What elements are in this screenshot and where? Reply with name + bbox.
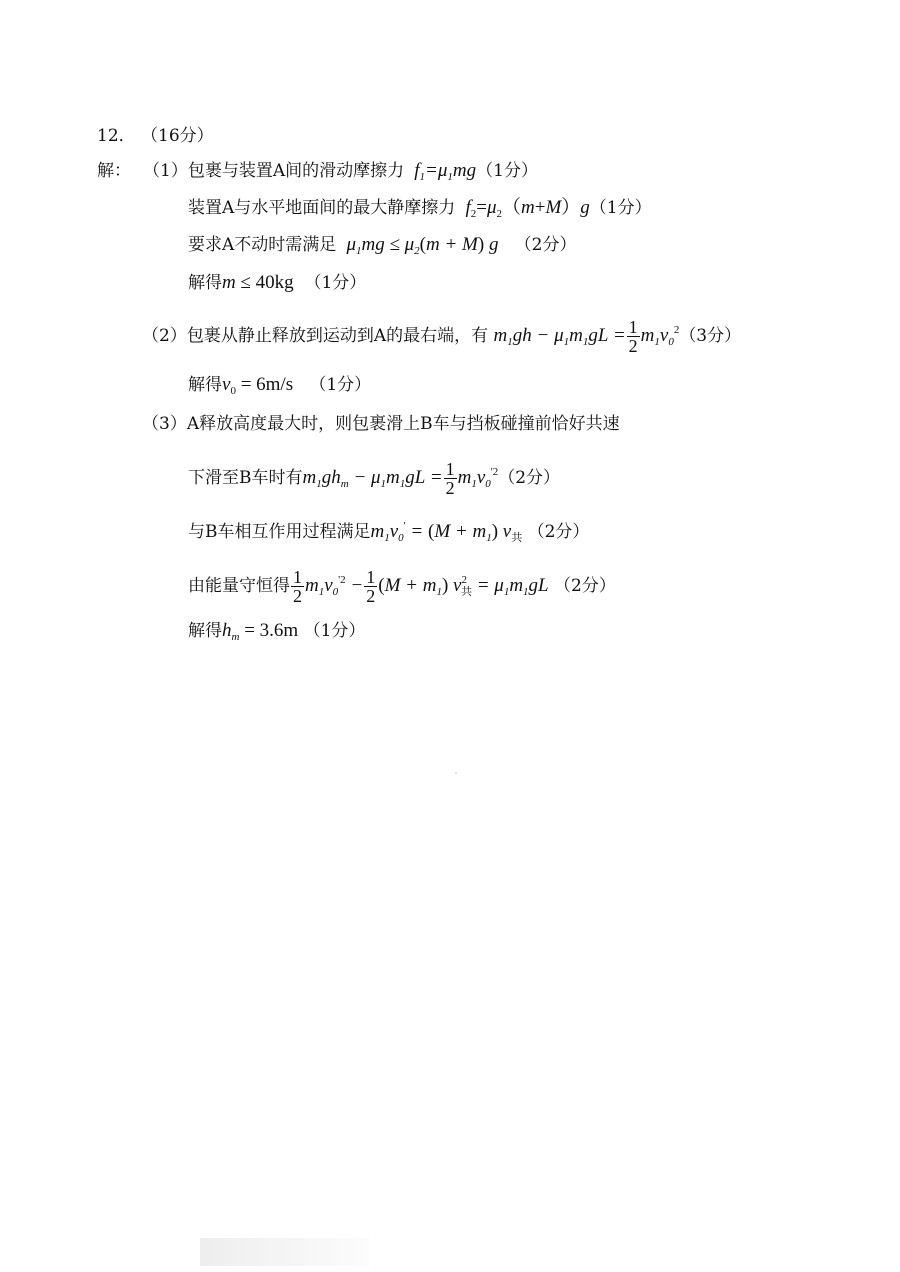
part1-line4-text: 解得 bbox=[188, 273, 222, 293]
part3-line4-text: 由能量守恒得 bbox=[188, 576, 290, 596]
part1-line4 bbox=[188, 272, 366, 294]
part2-line2-score: （1分） bbox=[309, 375, 372, 395]
part1-line3-text: 要求A不动时需满足 bbox=[188, 235, 337, 255]
fraction-half: $\frac{1}{2}$ bbox=[628, 317, 638, 356]
equation-momentum: $m_1v_0' = (M + m_1)$ $v_共$ bbox=[370, 520, 523, 544]
part1-line1 bbox=[97, 160, 538, 188]
part1-line3 bbox=[188, 234, 577, 262]
solution-label: 解： bbox=[97, 161, 131, 181]
equation-v0-result: $v_0 = 6m/s$ bbox=[222, 374, 294, 397]
part3-line3 bbox=[188, 515, 589, 549]
part3-line2-score: （2分） bbox=[498, 468, 561, 488]
problem-points: （16分） bbox=[141, 126, 214, 146]
part1-index: （1） bbox=[143, 161, 188, 181]
equation-m-result: m ≤ 40kg bbox=[222, 272, 294, 293]
scan-smudge bbox=[200, 1238, 370, 1266]
equation-condition: $\mu_1mg \le \mu_2(m + M)$ g bbox=[341, 234, 499, 257]
part1-line1-score: （1分） bbox=[476, 161, 538, 181]
part3-line2: 下滑至B车时有$m_1gh_m - \mu_1m_1gL$ = $\frac{1}{2}$ $m_1v_0^{'2}(2$分） bbox=[188, 459, 561, 498]
equation-energy-conservation: $m_1v_0^{'2}$ − bbox=[305, 574, 364, 598]
part3-line5-score: （1分） bbox=[303, 621, 366, 641]
part3-line1 bbox=[142, 413, 620, 435]
fraction-half: $\frac{1}{2}$ bbox=[366, 567, 376, 606]
equation-f2: $f_2=\mu_2(m+M)g$ bbox=[465, 197, 590, 220]
part3-line4-score: （2分） bbox=[554, 576, 616, 596]
part1-line1-text: 包裹与装置A间的滑动摩擦力 bbox=[187, 161, 405, 181]
equation-slide-to-B: $m_1gh_m - \mu_1m_1gL$ = bbox=[302, 467, 443, 490]
part3-line3-score: （2分） bbox=[527, 522, 590, 542]
part1-line2 bbox=[188, 197, 652, 225]
part3-index: （3） bbox=[142, 414, 187, 434]
part1-line4-score: （1分） bbox=[304, 273, 367, 293]
fraction-half: $\frac{1}{2}$ bbox=[445, 459, 455, 498]
part3-line5-text: 解得 bbox=[188, 621, 222, 641]
part3-line1-text: A释放高度最大时，则包裹滑上B车与挡板碰撞前恰好共速 bbox=[186, 414, 620, 434]
part2-line1-text: 包裹从静止释放到运动到A的最右端，有 bbox=[186, 326, 489, 346]
part2-line2 bbox=[188, 374, 371, 402]
problem-header bbox=[97, 125, 214, 147]
part1-line2-score: （1分） bbox=[589, 198, 652, 218]
equation-f1: $f_1=\mu_1mg$ bbox=[409, 160, 477, 183]
part2-line2-text: 解得 bbox=[188, 375, 222, 395]
part1-line2-text: 装置A与水平地面间的最大静摩擦力 bbox=[188, 198, 456, 218]
problem-number: 12． bbox=[97, 126, 136, 146]
equation-hm-result: $h_m = 3.6m$ bbox=[222, 620, 299, 643]
fraction-half: $\frac{1}{2}$ bbox=[293, 567, 302, 606]
part3-line5 bbox=[188, 620, 365, 648]
scan-speck bbox=[455, 772, 457, 774]
part3-line3-text: 与B车相互作用过程满足 bbox=[188, 522, 371, 542]
part1-line3-score: （2分） bbox=[514, 235, 577, 255]
part2-line1: （2）包裹从静止释放到运动到A的最右端，有 $m_1gh - \mu_1m_1gL$ = $\frac{1}{2}$ $m_1v_0^2(3$分） bbox=[142, 317, 742, 356]
part3-line2-text: 下滑至B车时有 bbox=[188, 468, 303, 488]
part2-line1-score: （3分） bbox=[679, 326, 742, 346]
equation-energy-A: $m_1gh - \mu_1m_1gL$ = bbox=[493, 325, 626, 348]
part2-index: （2） bbox=[142, 326, 187, 346]
part3-line4: 由能量守恒得 $\frac{1}{2}$ $m_1v_0^{'2}$ − $\frac{1}{2}$ $(M + m_1)$ $v^2_共 = \mu_1m_1gL$ （2分） bbox=[188, 567, 616, 606]
